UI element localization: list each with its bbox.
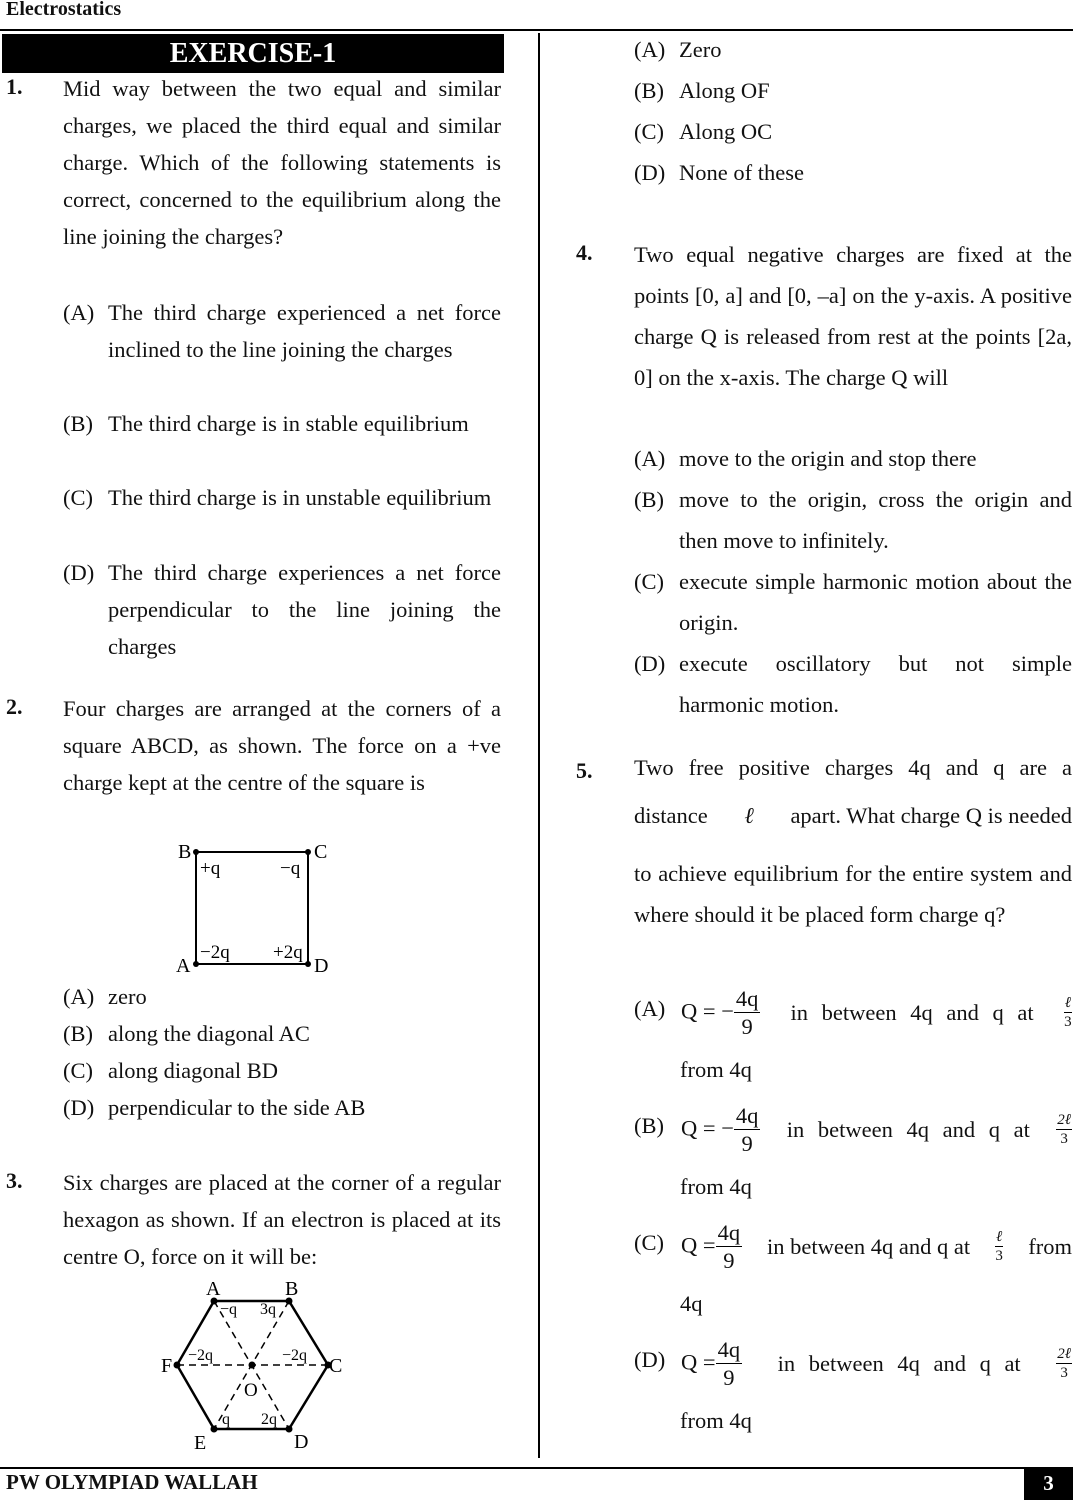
corner-dot	[211, 1426, 218, 1433]
q5-text-rest: to achieve equilibrium for the entire system and where should it be placed form charge q?	[634, 861, 1072, 927]
page-number: 3	[1024, 1468, 1073, 1500]
option-text: Zero	[679, 37, 722, 62]
charge-label: −2q	[282, 1347, 308, 1364]
q5-option-c[interactable]	[634, 1219, 1072, 1273]
q5-option-a[interactable]	[634, 985, 1072, 1039]
corner-label-b: B	[178, 841, 192, 863]
option-text: The third charge experiences a net force perpendicular to the line joining the charges	[108, 560, 501, 659]
q5-text-part: distance	[634, 803, 708, 828]
q4-text: Two equal negative charges are fixed at the points [0, a] and [0, –a] on the y-axis. A positive charge Q is released from rest at the points [2a, 0] on the x-axis. The charge Q will	[634, 242, 1072, 390]
corner-dot	[305, 849, 311, 855]
charge-label: +2q	[273, 942, 303, 963]
charge-label: −2q	[200, 942, 230, 963]
q5-option-a-tail: from 4q	[680, 1057, 752, 1082]
page-header-title: Electrostatics	[6, 0, 122, 20]
charge-label: 3q	[260, 1301, 276, 1318]
option-text: zero	[108, 984, 147, 1009]
square-charges-diagram	[170, 836, 340, 981]
option-label: (A)	[63, 300, 95, 325]
option-label: (B)	[63, 1021, 93, 1046]
ell-symbol: ℓ	[744, 803, 754, 828]
option-label: (D)	[63, 560, 95, 585]
option-text: Along OC	[679, 119, 773, 144]
option-text: execute simple harmonic motion about the origin.	[679, 569, 1072, 635]
q5-option-c-tail: 4q	[680, 1291, 703, 1316]
centre-dot	[249, 1362, 256, 1369]
corner-label-f: F	[161, 1355, 173, 1377]
corner-dot	[193, 849, 199, 855]
formula-mid: in between 4q and q at	[777, 1351, 1021, 1376]
option-text: move to the origin, cross the origin and then move to infinitely.	[679, 487, 1072, 553]
option-formula	[681, 1336, 1072, 1390]
q5-option-b[interactable]	[634, 1102, 1072, 1156]
centre-label: O	[244, 1380, 258, 1401]
option-label: (D)	[63, 1095, 95, 1120]
charge-label: −2q	[188, 1347, 214, 1364]
position-fraction: $\frac{\text{ℓ}}{3}$	[995, 1229, 1003, 1264]
corner-label-d: D	[314, 955, 329, 977]
q4-number: 4.	[576, 240, 593, 265]
option-text: perpendicular to the side AB	[108, 1095, 366, 1120]
option-label: (C)	[63, 1058, 93, 1083]
corner-dot	[286, 1426, 293, 1433]
option-text: The third charge experienced a net force inclined to the line joining the charges	[108, 300, 501, 362]
charge-label: q	[222, 1411, 230, 1428]
corner-label-c: C	[329, 1355, 343, 1377]
fraction: $\frac{4q}{9}$	[735, 1102, 759, 1156]
option-label: (A)	[634, 996, 666, 1021]
option-label: (C)	[634, 119, 664, 144]
q5-text-line2	[634, 803, 1072, 829]
option-label: (B)	[634, 78, 664, 103]
formula-mid: in between 4q and q at	[767, 1234, 971, 1259]
option-formula	[681, 1102, 1072, 1156]
formula-mid: in between 4q and q at	[790, 1000, 1034, 1025]
charge-label: −q	[280, 858, 301, 879]
q5-option-b-tail: from 4q	[680, 1174, 752, 1199]
exercise-banner: EXERCISE-1	[2, 34, 504, 73]
charge-label: +q	[200, 858, 221, 879]
hexagon-charges-diagram	[156, 1274, 356, 1454]
fraction: $\frac{4q}{9}$	[717, 1219, 741, 1273]
formula-lhs: Q =	[681, 1349, 716, 1375]
position-fraction: $\frac{\text{ℓ}}{3}$	[1064, 995, 1072, 1030]
q5-text-line1: Two free positive charges 4q and q are a	[634, 755, 1072, 780]
corner-dot	[305, 961, 311, 967]
formula-lhs: Q =	[681, 1232, 716, 1258]
q3-text: Six charges are placed at the corner of a regular hexagon as shown. If an electron is placed at its centre O, force on it will be:	[63, 1170, 501, 1269]
option-text: along diagonal BD	[108, 1058, 278, 1083]
option-label: (D)	[634, 1347, 666, 1372]
corner-label-e: E	[194, 1432, 207, 1454]
option-text: None of these	[679, 160, 804, 185]
q2-number: 2.	[6, 694, 23, 719]
q5-option-d[interactable]	[634, 1336, 1072, 1390]
q5-text-part: apart. What charge Q is needed	[790, 803, 1072, 828]
formula-lhs: Q = −	[681, 1115, 734, 1141]
option-label: (A)	[634, 37, 666, 62]
option-label: (A)	[634, 446, 666, 471]
option-label: (C)	[63, 485, 93, 510]
option-text: move to the origin and stop there	[679, 446, 977, 471]
charge-label: 2q	[261, 1411, 277, 1428]
option-label: (C)	[634, 1230, 664, 1255]
fraction: $\frac{4q}{9}$	[735, 985, 759, 1039]
option-label: (B)	[634, 1113, 664, 1138]
formula-tail-inline: from	[1028, 1234, 1072, 1259]
charge-label: −q	[220, 1301, 238, 1318]
option-text: The third charge is in stable equilibrium	[108, 411, 469, 436]
footer-rule	[0, 1467, 1073, 1469]
corner-label-b: B	[285, 1278, 299, 1300]
corner-label-d: D	[294, 1431, 309, 1453]
option-label: (B)	[63, 411, 93, 436]
q2-text: Four charges are arranged at the corners of a square ABCD, as shown. The force on a +ve charge kept at the centre of the square is	[63, 696, 501, 795]
formula-mid: in between 4q and q at	[786, 1117, 1030, 1142]
q5-option-d-tail: from 4q	[680, 1408, 752, 1433]
corner-label-a: A	[176, 955, 191, 977]
q1-text: Mid way between the two equal and similar charges, we placed the third equal and similar charge. Which of the following statements is correct, concerned to the equilibrium along the line joining the charges?	[63, 76, 501, 249]
footer-brand: PW OLYMPIAD WALLAH	[6, 1470, 258, 1494]
q3-number: 3.	[6, 1168, 23, 1193]
option-formula	[681, 1219, 1072, 1273]
option-label: (A)	[63, 984, 95, 1009]
option-text: Along OF	[679, 78, 770, 103]
corner-dot	[174, 1362, 181, 1369]
option-text: execute oscillatory but not simple harmonic motion.	[679, 651, 1072, 717]
position-fraction: $\frac{\text{2ℓ}}{3}$	[1057, 1112, 1071, 1147]
column-divider	[538, 33, 540, 1458]
option-label: (D)	[634, 651, 666, 676]
option-formula	[681, 985, 1072, 1039]
q5-number: 5.	[576, 758, 593, 783]
corner-label-a: A	[206, 1278, 221, 1300]
option-label: (B)	[634, 487, 664, 512]
corner-label-c: C	[314, 841, 328, 863]
fraction: $\frac{4q}{9}$	[717, 1336, 741, 1390]
option-text: along the diagonal AC	[108, 1021, 310, 1046]
q1-number: 1.	[6, 74, 23, 99]
option-text: The third charge is in unstable equilibrium	[108, 485, 492, 510]
position-fraction: $\frac{\text{2ℓ}}{3}$	[1057, 1346, 1071, 1381]
option-label: (C)	[634, 569, 664, 594]
formula-lhs: Q = −	[681, 998, 734, 1024]
corner-dot	[193, 961, 199, 967]
option-label: (D)	[634, 160, 666, 185]
